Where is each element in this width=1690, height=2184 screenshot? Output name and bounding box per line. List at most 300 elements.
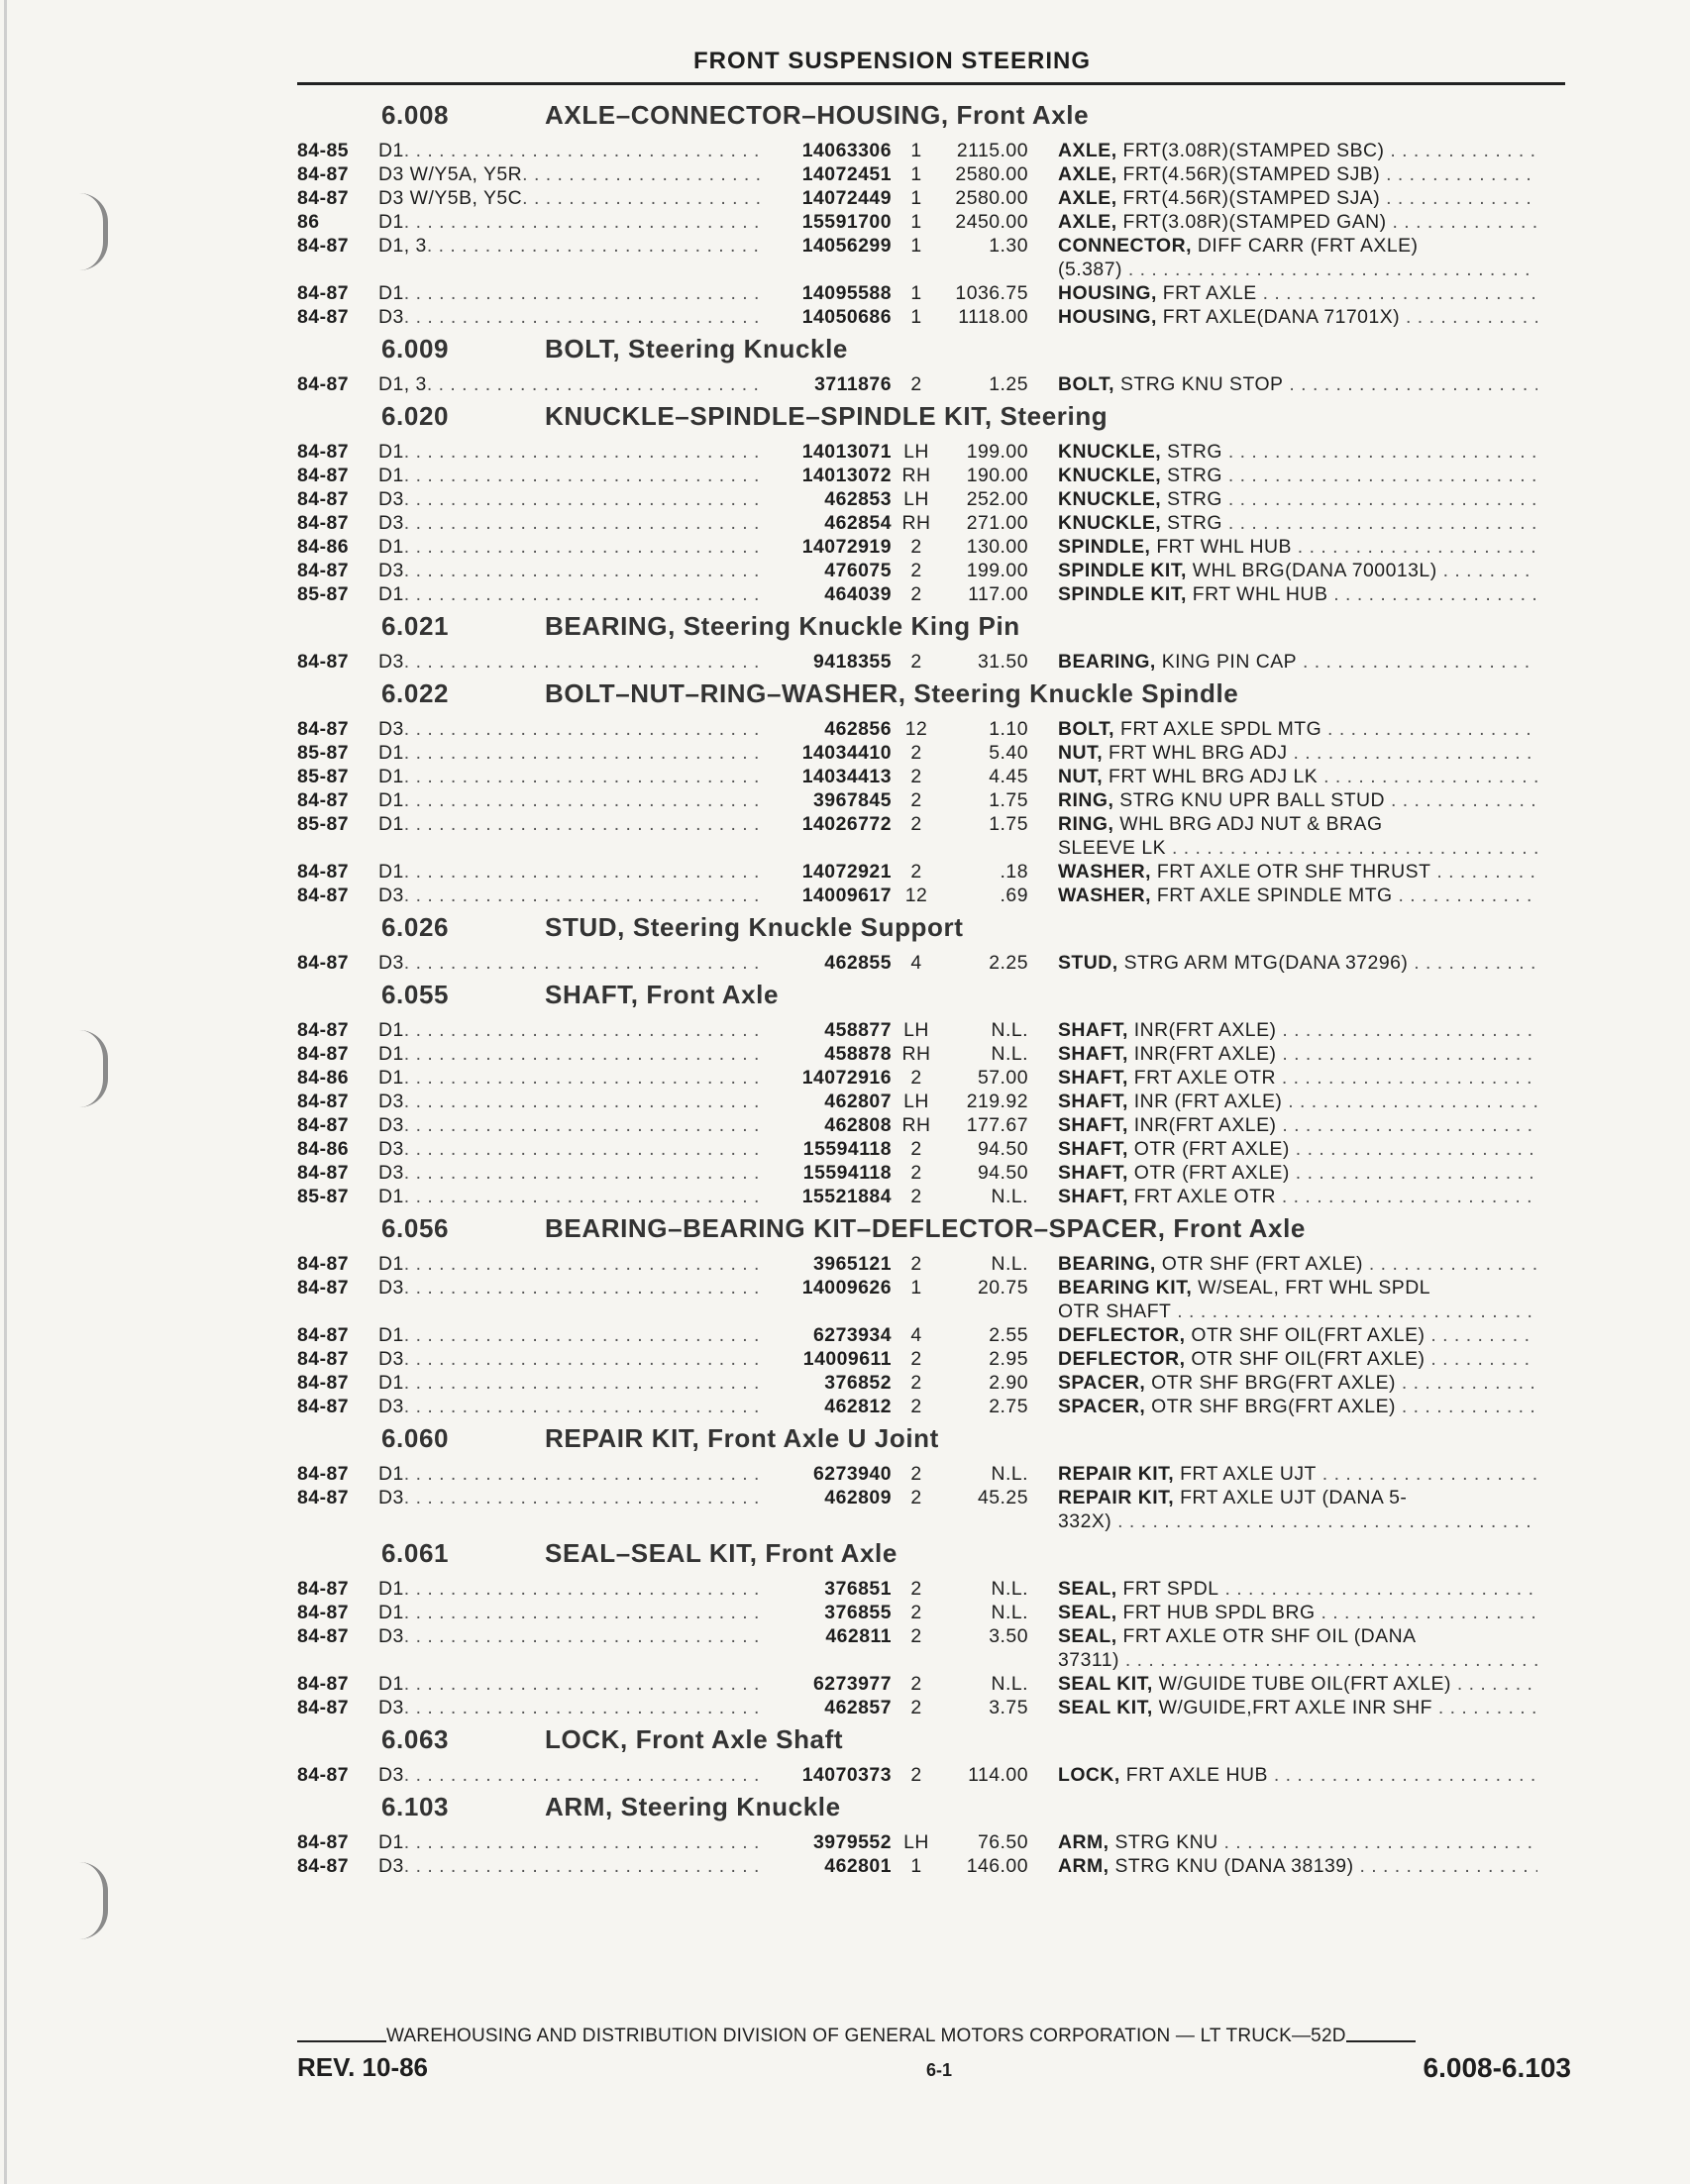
description-line: [1058, 812, 1537, 836]
model-cell: [378, 162, 765, 186]
model-years: 84-87: [297, 952, 350, 974]
price: 94.50: [977, 1138, 1028, 1160]
part-number: 462856: [824, 718, 892, 740]
model-years: 84-87: [297, 861, 350, 883]
quantity: 2: [910, 651, 922, 673]
model-code: D1: [378, 1372, 404, 1394]
leader-dots: [1430, 1323, 1537, 1347]
model-years: 84-87: [297, 1463, 350, 1485]
title-rule: [297, 82, 1565, 85]
part-name: AXLE,: [1058, 187, 1117, 209]
price: 2.90: [989, 1372, 1028, 1394]
description-line: [1058, 1577, 1537, 1601]
quantity: 4: [910, 952, 922, 974]
description-continuation: [1058, 1648, 1537, 1672]
model-cell: [378, 464, 765, 487]
part-name: AXLE,: [1058, 163, 1117, 185]
model-years: 84-87: [297, 1487, 350, 1508]
leader-dots: [404, 1347, 765, 1371]
part-description: STRG: [1167, 512, 1222, 534]
leader-dots: [1282, 1113, 1537, 1137]
part-name: SEAL,: [1058, 1625, 1117, 1647]
part-row: [297, 860, 1565, 884]
price: 219.92: [966, 1091, 1028, 1112]
part-number: 376852: [824, 1372, 892, 1394]
price: 45.25: [977, 1487, 1028, 1508]
part-description: STRG KNU (DANA 38139): [1114, 1855, 1354, 1877]
quantity: 1: [910, 187, 922, 209]
part-description-cont: 332X): [1058, 1510, 1112, 1532]
quantity: 1: [910, 282, 922, 304]
part-name: KNUCKLE,: [1058, 465, 1162, 486]
price: 190.00: [966, 465, 1028, 486]
part-row: [297, 1090, 1565, 1113]
model-cell: [378, 1185, 765, 1208]
price: 130.00: [966, 536, 1028, 558]
catalog-group: [297, 1418, 1565, 1533]
leader-dots: [1430, 1347, 1537, 1371]
quantity: LH: [903, 1091, 929, 1112]
leader-dots: [1320, 1601, 1537, 1624]
model-cell: [378, 741, 765, 765]
part-name: LOCK,: [1058, 1764, 1120, 1786]
part-name: DEFLECTOR,: [1058, 1324, 1186, 1346]
leader-dots: [1296, 1137, 1537, 1161]
model-code: D1: [378, 861, 404, 883]
section-range: 6.008-6.103: [1423, 2052, 1571, 2083]
model-years: 84-87: [297, 1396, 350, 1417]
model-cell: [378, 210, 765, 234]
part-name: SPINDLE,: [1058, 536, 1151, 558]
quantity: 4: [910, 1324, 922, 1346]
model-cell: [378, 372, 765, 396]
part-number: 462809: [824, 1487, 892, 1508]
part-row: [297, 1137, 1565, 1161]
leader-dots: [404, 1161, 765, 1185]
part-row: [297, 1486, 1565, 1533]
description-line: [1058, 464, 1537, 487]
model-cell: [378, 1137, 765, 1161]
leader-dots: [404, 951, 765, 975]
part-name: SPACER,: [1058, 1396, 1146, 1417]
leader-dots: [1438, 1696, 1537, 1719]
part-description: STRG: [1167, 465, 1222, 486]
description-line: [1058, 860, 1537, 884]
punch-hole: [79, 193, 108, 270]
group-number: 6.009: [381, 334, 450, 364]
catalog-group: [297, 1787, 1565, 1878]
description-cell: [1058, 1066, 1537, 1090]
description-cell: [1058, 1763, 1537, 1787]
group-heading: [297, 907, 1565, 951]
leader-dots: [1327, 717, 1537, 741]
leader-dots: [1390, 139, 1537, 162]
part-description: OTR SHF (FRT AXLE): [1161, 1253, 1363, 1275]
leader-dots: [404, 1624, 765, 1672]
part-name: ARM,: [1058, 1855, 1109, 1877]
part-name: REPAIR KIT,: [1058, 1487, 1175, 1508]
description-cell: [1058, 1090, 1537, 1113]
price: N.L.: [991, 1019, 1028, 1041]
model-code: D3: [378, 1162, 404, 1184]
part-name: HOUSING,: [1058, 282, 1157, 304]
part-row: [297, 559, 1565, 582]
price: 177.67: [966, 1114, 1028, 1136]
quantity: 12: [904, 884, 928, 906]
group-title: BEARING–BEARING KIT–DEFLECTOR–SPACER, Front Axle: [545, 1213, 1306, 1243]
part-name: REPAIR KIT,: [1058, 1463, 1175, 1485]
part-name: BEARING KIT,: [1058, 1277, 1193, 1299]
description-line: [1058, 1763, 1537, 1787]
part-name: SHAFT,: [1058, 1162, 1128, 1184]
part-row: [297, 1371, 1565, 1395]
part-description: FRT WHL BRG ADJ: [1108, 742, 1288, 764]
leader-dots: [1369, 1252, 1537, 1276]
model-cell: [378, 1672, 765, 1696]
group-title: ARM, Steering Knuckle: [545, 1792, 841, 1821]
description-cell: [1058, 951, 1537, 975]
leader-dots: [404, 464, 765, 487]
group-heading: [297, 95, 1565, 139]
part-description: STRG ARM MTG(DANA 37296): [1123, 952, 1409, 974]
catalog-group: [297, 1533, 1565, 1719]
part-name: AXLE,: [1058, 140, 1117, 161]
price: 1.30: [989, 235, 1028, 257]
price: 1118.00: [958, 306, 1028, 328]
price: 1.75: [989, 789, 1028, 811]
model-code: D1: [378, 1253, 404, 1275]
part-number: 458878: [824, 1043, 892, 1065]
price: 2115.00: [956, 140, 1028, 161]
leader-dots: [404, 1113, 765, 1137]
model-cell: [378, 788, 765, 812]
model-years: 84-87: [297, 789, 350, 811]
part-number: 462855: [824, 952, 892, 974]
price: 4.45: [989, 766, 1028, 787]
leader-dots: [1296, 1161, 1537, 1185]
price: N.L.: [991, 1673, 1028, 1695]
part-row: [297, 210, 1565, 234]
model-years: 84-87: [297, 884, 350, 906]
quantity: 2: [910, 1487, 922, 1508]
quantity: 2: [910, 813, 922, 835]
part-number: 462811: [825, 1625, 892, 1647]
model-code: D3: [378, 1396, 404, 1417]
model-years: 85-87: [297, 583, 350, 605]
part-description: FRT AXLE OTR: [1133, 1067, 1276, 1089]
price: 76.50: [977, 1831, 1028, 1853]
model-code: D3 W/Y5A, Y5R: [378, 163, 523, 185]
price: 20.75: [977, 1277, 1028, 1299]
part-description: FRT(4.56R)(STAMPED SJA): [1122, 187, 1381, 209]
model-code: D1: [378, 465, 404, 486]
part-number: 3979552: [813, 1831, 892, 1853]
model-code: D3: [378, 651, 404, 673]
leader-dots: [404, 440, 765, 464]
part-row: [297, 1347, 1565, 1371]
part-name: KNUCKLE,: [1058, 488, 1162, 510]
page-title: FRONT SUSPENSION STEERING: [693, 48, 1092, 74]
quantity: LH: [903, 1019, 929, 1041]
part-name: KNUCKLE,: [1058, 441, 1162, 463]
leader-dots: [404, 559, 765, 582]
model-cell: [378, 1696, 765, 1719]
catalog-group: [297, 329, 1565, 396]
group-number: 6.063: [381, 1724, 450, 1754]
part-description: FRT AXLE OTR SHF THRUST: [1156, 861, 1431, 883]
leader-dots: [1282, 1185, 1537, 1208]
model-cell: [378, 812, 765, 860]
leader-dots: [522, 162, 765, 186]
part-row: [297, 741, 1565, 765]
leader-dots: [1386, 186, 1537, 210]
group-heading: [297, 1787, 1565, 1830]
description-continuation: [1058, 258, 1537, 281]
leader-dots: [404, 1018, 765, 1042]
price: 2.25: [989, 952, 1028, 974]
description-line: [1058, 1090, 1537, 1113]
leader-dots: [404, 1577, 765, 1601]
part-number: 15594118: [802, 1162, 892, 1184]
description-line: [1058, 281, 1537, 305]
description-cell: [1058, 464, 1537, 487]
quantity: 1: [910, 306, 922, 328]
leader-dots: [404, 1601, 765, 1624]
model-cell: [378, 1854, 765, 1878]
description-cell: [1058, 162, 1537, 186]
leader-dots: [1323, 765, 1537, 788]
quantity: LH: [903, 441, 929, 463]
model-cell: [378, 511, 765, 535]
part-name: SPINDLE KIT,: [1058, 560, 1187, 581]
description-line: [1058, 1161, 1537, 1185]
leader-dots: [404, 1185, 765, 1208]
part-row: [297, 1672, 1565, 1696]
description-line: [1058, 788, 1537, 812]
model-years: 85-87: [297, 742, 350, 764]
leader-dots: [404, 1395, 765, 1418]
part-row: [297, 1066, 1565, 1090]
leader-dots: [1443, 559, 1537, 582]
leader-dots: [404, 1066, 765, 1090]
model-code: D1: [378, 1019, 404, 1041]
part-name: BEARING,: [1058, 651, 1156, 673]
part-description: FRT WHL HUB: [1192, 583, 1328, 605]
model-code: D1: [378, 742, 404, 764]
part-row: [297, 1395, 1565, 1418]
model-code: D1: [378, 1831, 404, 1853]
leader-dots: [404, 1276, 765, 1323]
group-number: 6.008: [381, 100, 450, 130]
model-code: D3: [378, 1625, 404, 1647]
part-description: INR(FRT AXLE): [1133, 1019, 1277, 1041]
part-name: CONNECTOR,: [1058, 235, 1192, 257]
model-code: D1: [378, 441, 404, 463]
leader-dots: [1274, 1763, 1537, 1787]
leader-dots: [1172, 836, 1537, 860]
leader-dots: [1457, 1672, 1537, 1696]
quantity: 1: [910, 1277, 922, 1299]
part-number: 14009617: [801, 884, 892, 906]
leader-dots: [404, 1672, 765, 1696]
model-years: 84-86: [297, 1067, 350, 1089]
group-heading: [297, 674, 1565, 717]
model-code: D1: [378, 282, 404, 304]
description-cell: [1058, 440, 1537, 464]
catalog-group: [297, 1719, 1565, 1787]
part-number: 14013071: [801, 441, 892, 463]
leader-dots: [1263, 281, 1537, 305]
model-cell: [378, 1161, 765, 1185]
leader-dots: [1228, 487, 1537, 511]
model-code: D3: [378, 1697, 404, 1718]
model-code: D3: [378, 1091, 404, 1112]
part-name: NUT,: [1058, 742, 1104, 764]
part-number: 462808: [824, 1114, 892, 1136]
part-row: [297, 162, 1565, 186]
group-number: 6.021: [381, 611, 450, 641]
description-line: [1058, 1601, 1537, 1624]
part-number: 462807: [824, 1091, 892, 1112]
leader-dots: [404, 511, 765, 535]
model-cell: [378, 1042, 765, 1066]
model-cell: [378, 1323, 765, 1347]
group-number: 6.055: [381, 980, 450, 1009]
model-code: D3: [378, 1277, 404, 1299]
part-row: [297, 1042, 1565, 1066]
part-description: W/SEAL, FRT WHL SPDL: [1198, 1277, 1431, 1299]
model-years: 85-87: [297, 766, 350, 787]
description-line: [1058, 1018, 1537, 1042]
description-line: [1058, 1854, 1537, 1878]
description-cell: [1058, 860, 1537, 884]
group-title: SEAL–SEAL KIT, Front Axle: [545, 1538, 898, 1568]
part-description: STRG: [1167, 441, 1222, 463]
description-cell: [1058, 1018, 1537, 1042]
description-line: [1058, 1371, 1537, 1395]
description-line: [1058, 1323, 1537, 1347]
part-row: [297, 281, 1565, 305]
quantity: 12: [904, 718, 928, 740]
part-name: SEAL KIT,: [1058, 1673, 1153, 1695]
model-code: D1: [378, 1463, 404, 1485]
part-row: [297, 1763, 1565, 1787]
part-description: WHL BRG(DANA 700013L): [1192, 560, 1437, 581]
description-cell: [1058, 1252, 1537, 1276]
part-description: OTR SHF BRG(FRT AXLE): [1151, 1372, 1396, 1394]
price: 252.00: [966, 488, 1028, 510]
part-name: SHAFT,: [1058, 1186, 1128, 1207]
leader-dots: [1228, 440, 1537, 464]
leader-dots: [404, 1252, 765, 1276]
part-row: [297, 1601, 1565, 1624]
leader-dots: [522, 186, 765, 210]
model-years: 86: [297, 211, 320, 233]
price: .18: [1000, 861, 1028, 883]
model-years: 84-87: [297, 1253, 350, 1275]
leader-dots: [427, 234, 765, 281]
page-number: 6-1: [926, 2060, 953, 2080]
part-row: [297, 1854, 1565, 1878]
model-code: D1: [378, 1067, 404, 1089]
model-cell: [378, 1018, 765, 1042]
model-cell: [378, 281, 765, 305]
model-code: D3: [378, 1114, 404, 1136]
description-line: [1058, 582, 1537, 606]
part-row: [297, 765, 1565, 788]
part-description: WHL BRG ADJ NUT & BRAG: [1119, 813, 1383, 835]
leader-dots: [1402, 1371, 1537, 1395]
model-cell: [378, 1577, 765, 1601]
quantity: 2: [910, 742, 922, 764]
leader-dots: [1228, 511, 1537, 535]
description-cell: [1058, 139, 1537, 162]
part-description: OTR (FRT AXLE): [1133, 1162, 1290, 1184]
price: 2.55: [989, 1324, 1028, 1346]
description-line: [1058, 1185, 1537, 1208]
part-number: 462801: [824, 1855, 892, 1877]
model-code: D3: [378, 1764, 404, 1786]
leader-dots: [404, 1137, 765, 1161]
description-cell: [1058, 210, 1537, 234]
quantity: 2: [910, 1138, 922, 1160]
model-years: 84-87: [297, 1162, 350, 1184]
price: .69: [1000, 884, 1028, 906]
description-cell: [1058, 1672, 1537, 1696]
group-heading: [297, 1418, 1565, 1462]
catalog-group: [297, 95, 1565, 329]
model-years: 84-87: [297, 187, 350, 209]
description-line: [1058, 1462, 1537, 1486]
description-line: [1058, 210, 1537, 234]
description-line: [1058, 162, 1537, 186]
quantity: 2: [910, 1764, 922, 1786]
binder-edge: [4, 0, 7, 2184]
part-row: [297, 440, 1565, 464]
part-description: FRT AXLE UJT: [1180, 1463, 1317, 1485]
quantity: 1: [910, 211, 922, 233]
part-name: SHAFT,: [1058, 1114, 1128, 1136]
price: N.L.: [991, 1186, 1028, 1207]
model-cell: [378, 1090, 765, 1113]
leader-dots: [1298, 535, 1537, 559]
model-cell: [378, 1252, 765, 1276]
part-description: OTR SHF OIL(FRT AXLE): [1191, 1348, 1426, 1370]
model-cell: [378, 139, 765, 162]
model-cell: [378, 884, 765, 907]
leader-dots: [404, 487, 765, 511]
leader-dots: [1303, 650, 1537, 674]
part-number: 14034413: [801, 766, 892, 787]
leader-dots: [1322, 1462, 1537, 1486]
leader-dots: [404, 1462, 765, 1486]
part-number: 14056299: [801, 235, 892, 257]
leader-dots: [1391, 788, 1537, 812]
price: N.L.: [991, 1463, 1028, 1485]
quantity: 2: [910, 861, 922, 883]
part-row: [297, 305, 1565, 329]
part-number: 14072449: [801, 187, 892, 209]
catalog-group: [297, 907, 1565, 975]
part-number: 9418355: [813, 651, 892, 673]
part-description: FRT AXLE SPINDLE MTG: [1156, 884, 1393, 906]
description-line: [1058, 1486, 1537, 1509]
model-code: D1: [378, 1578, 404, 1600]
part-name: SEAL KIT,: [1058, 1697, 1153, 1718]
price: 2450.00: [955, 211, 1028, 233]
part-row: [297, 464, 1565, 487]
description-cell: [1058, 234, 1537, 281]
